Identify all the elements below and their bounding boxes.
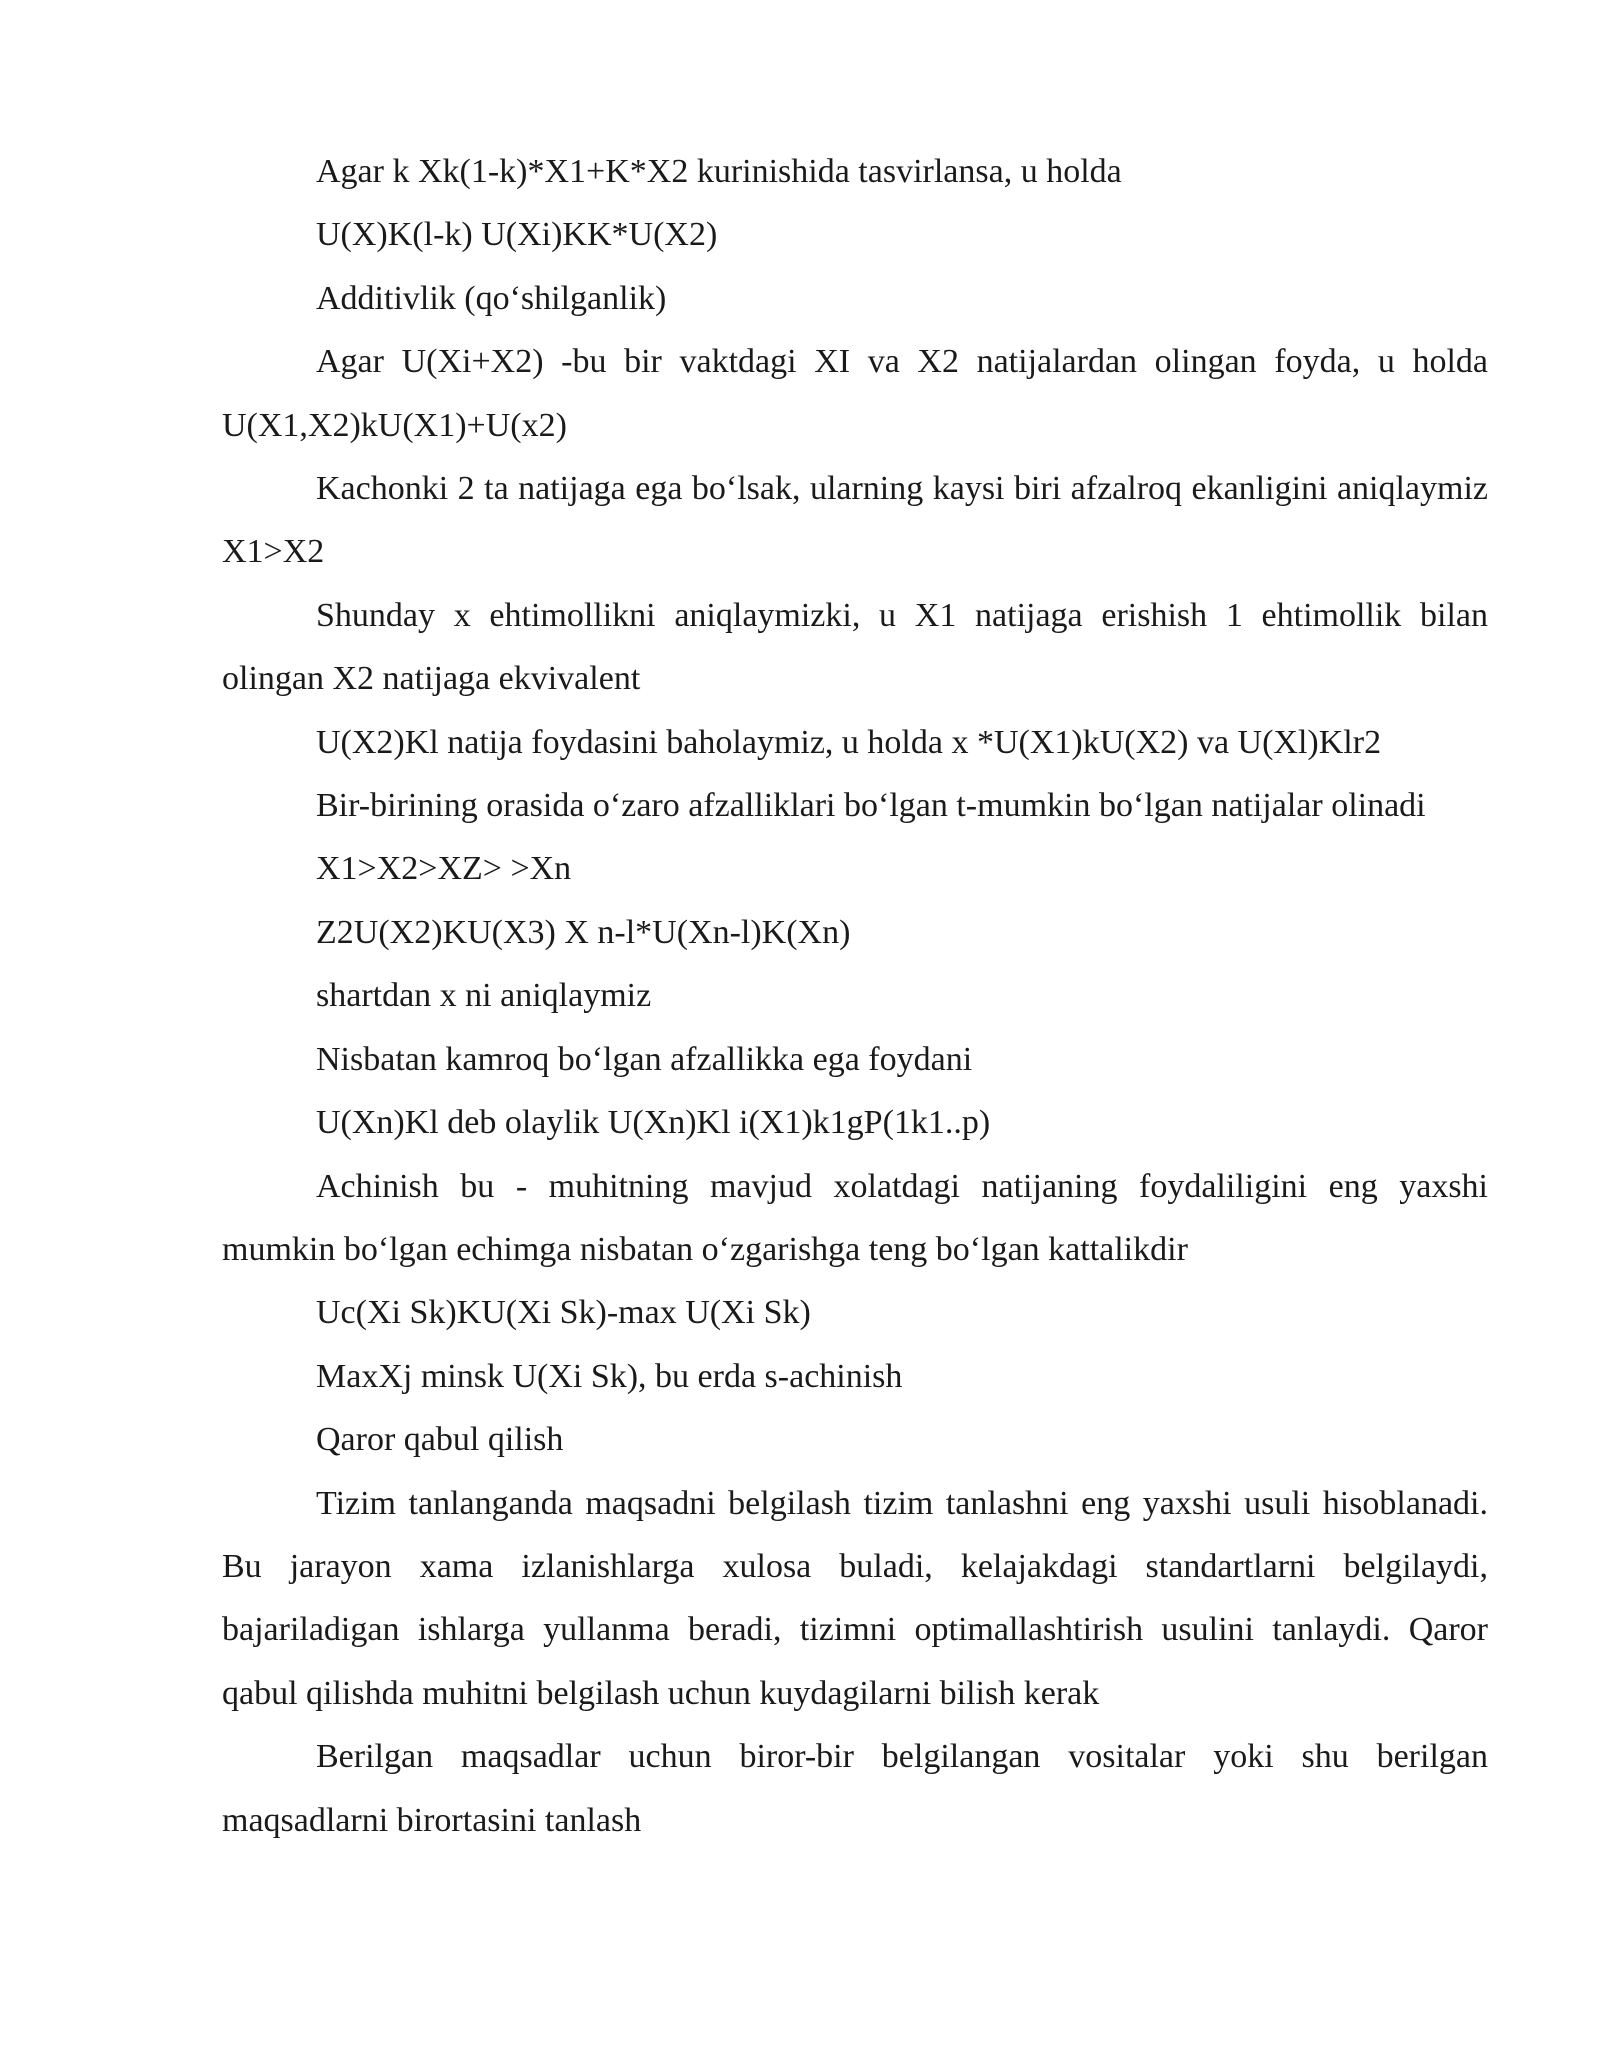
paragraph: Shunday x ehtimollikni aniqlaymizki, u X1 natijaga erishish 1 ehtimollik bilan olingan X2 natijaga ekvivalent bbox=[222, 596, 1488, 698]
paragraph: U(X2)Kl natija foydasini baholaymiz, u holda x *U(X1)kU(X2) va U(Xl)Klr2 bbox=[316, 723, 1382, 761]
formula-line: X1>X2>XZ> >Xn bbox=[316, 850, 572, 888]
formula-line: MaxXj minsk U(Xi Sk), bu erda s-achinish bbox=[316, 1357, 903, 1395]
section-heading: Qaror qabul qilish bbox=[316, 1421, 564, 1459]
paragraph: Agar U(Xi+X2) -bu bir vaktdagi XI va X2 natijalardan olingan foyda, u holda U(X1,X2)kU(X1)+U(x2) bbox=[222, 343, 1488, 444]
section-heading: Additivlik (qo‘shilganlik) bbox=[316, 279, 667, 317]
formula-line: U(Xn)Kl deb olaylik U(Xn)Kl i(X1)k1gP(1k1..p) bbox=[316, 1104, 991, 1142]
paragraph: Tizim tanlanganda maqsadni belgilash tizim tanlashni eng yaxshi usuli hisoblanadi. Bu jarayon xama izlanishlarga xulosa buladi, kelajakdagi standartlarni belgilaydi, bajariladigan ishlarga yullanma beradi, tizimni optimallashtirish usulini tanlaydi. Qaror qabul qilishda muhitni belgilash uchun kuydagilarni bilish kerak bbox=[222, 1484, 1488, 1712]
paragraph: shartdan x ni aniqlaymiz bbox=[316, 977, 652, 1015]
paragraph: Agar k Xk(1-k)*X1+K*X2 kurinishida tasvirlansa, u holda bbox=[316, 153, 1122, 190]
formula-line: Uc(Xi Sk)KU(Xi Sk)-max U(Xi Sk) bbox=[316, 1294, 811, 1332]
paragraph: Achinish bu - muhitning mavjud xolatdagi natijaning foydaliligini eng yaxshi mumkin bo‘lgan echimga nisbatan o‘zgarishga teng bo‘lgan kattalikdir bbox=[222, 1167, 1488, 1268]
paragraph: Bir-birining orasida o‘zaro afzalliklari bo‘lgan t-mumkin bo‘lgan natijalar olinadi bbox=[316, 787, 1426, 825]
formula-line: U(X)K(l-k) U(Xi)KK*U(X2) bbox=[316, 216, 718, 254]
paragraph: Berilgan maqsadlar uchun biror-bir belgilangan vositalar yoki shu berilgan maqsadlarni birortasini tanlash bbox=[222, 1738, 1488, 1839]
document-body bbox=[222, 140, 1488, 1852]
formula-line: Z2U(X2)KU(X3) X n-l*U(Xn-l)K(Xn) bbox=[316, 913, 851, 951]
paragraph: Nisbatan kamroq bo‘lgan afzallikka ega foydani bbox=[316, 1040, 973, 1078]
paragraph: Kachonki 2 ta natijaga ega bo‘lsak, ularning kaysi biri afzalroq ekanligini aniqlaymiz X1>X2 bbox=[222, 470, 1488, 571]
